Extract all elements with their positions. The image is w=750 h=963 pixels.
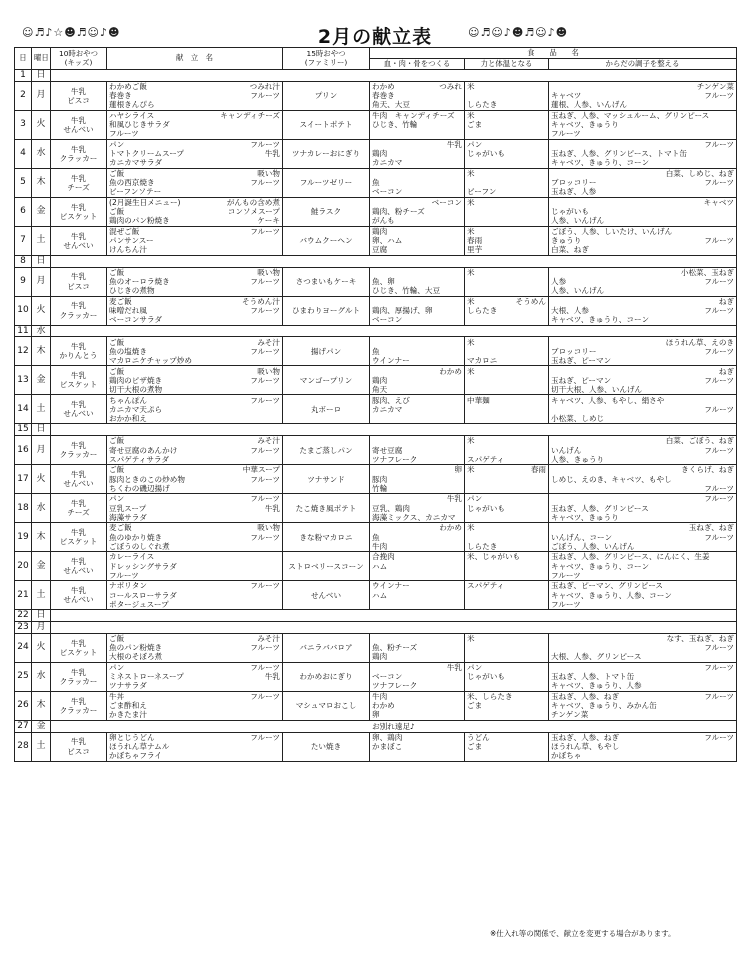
yellow-foods-cell: 米 春雨 [465, 465, 549, 494]
day-cell: 14 [15, 395, 32, 424]
red-foods-cell: 魚 ベーコン [370, 168, 465, 197]
red-foods-cell: わかめ つみれ 春巻き 角天、大豆 [370, 81, 465, 110]
snack15-cell: たこ焼き風ポテト [283, 494, 370, 523]
snack10-cell: 牛乳 ビスコ [51, 267, 107, 296]
green-foods-cell: 玉ねぎ、ピーマン、グリンピース キャベツ、きゅうり、人参、コーン フルーツ [549, 581, 737, 610]
snack15-cell: 揚げパン [283, 337, 370, 366]
snack15-cell: マンゴープリン [283, 366, 370, 395]
holiday-cell [51, 610, 737, 622]
menu-cell: ご飯 みそ汁 寄せ豆腐のあんかけ フルーツ スパゲティサラダ [107, 436, 283, 465]
table-row [15, 296, 737, 325]
red-foods-cell: ウインナー ハム [370, 581, 465, 610]
day-cell: 1 [15, 70, 32, 82]
green-foods-cell: キャベツ じゃがいも 人参、いんげん [549, 197, 737, 226]
red-foods-cell: 牛肉 キャンディチーズ ひじき、竹輪 [370, 110, 465, 139]
yellow-foods-cell: 米 しらたき [465, 81, 549, 110]
table-row [15, 168, 737, 197]
green-foods-cell: フルーツ 玉ねぎ、人参、グリンピース キャベツ、きゅうり [549, 494, 737, 523]
day-cell: 5 [15, 168, 32, 197]
red-foods-cell: 牛乳 豆乳、鶏肉 海藻ミックス、カニカマ [370, 494, 465, 523]
snack15-cell: たい焼き [283, 732, 370, 761]
snack15-cell: フルーツゼリー [283, 168, 370, 197]
snack15-cell: バウムクーヘン [283, 226, 370, 255]
header [0, 0, 750, 46]
table-row [15, 494, 737, 523]
weekday-cell: 火 [32, 296, 51, 325]
table-row [15, 337, 737, 366]
table-row [15, 720, 737, 732]
table-row [15, 633, 737, 662]
weekday-cell: 水 [32, 325, 51, 337]
green-foods-cell: きくらげ、ねぎ しめじ、えのき、キャベツ、もやし フルーツ [549, 465, 737, 494]
day-cell: 7 [15, 226, 32, 255]
green-foods-cell: 白菜、ごぼう、ねぎ いんげん フルーツ 人参、きゅうり [549, 436, 737, 465]
menu-cell: パン フルーツ 豆乳スープ 牛乳 海藻サラダ [107, 494, 283, 523]
green-foods-cell: 玉ねぎ、人参、グリンピース、にんにく、生姜 キャベツ、きゅうり、コーン フルーツ [549, 552, 737, 581]
menu-cell: 麦ご飯 吸い物 魚のゆかり焼き フルーツ ごぼうのしぐれ煮 [107, 523, 283, 552]
day-cell: 17 [15, 465, 32, 494]
snack10-cell: 牛乳 チーズ [51, 494, 107, 523]
table-row [15, 436, 737, 465]
green-foods-cell: なす、玉ねぎ、ねぎ フルーツ 大根、人参、グリンピース [549, 633, 737, 662]
green-foods-cell: ほうれん草、えのき ブロッコリー フルーツ 玉ねぎ、ピーマン [549, 337, 737, 366]
weekday-cell: 火 [32, 110, 51, 139]
menu-cell: 混ぜご飯 フルーツ パンサンスー けんちん汁 [107, 226, 283, 255]
menu-cell: カレーライス ドレッシングサラダ フルーツ [107, 552, 283, 581]
snack15-cell: 丸ボーロ [283, 395, 370, 424]
table-row [15, 197, 737, 226]
weekday-cell: 金 [32, 552, 51, 581]
snack15-cell: せんべい [283, 581, 370, 610]
table-row [15, 523, 737, 552]
weekday-cell: 木 [32, 523, 51, 552]
snack10-cell: 牛乳 チーズ [51, 168, 107, 197]
header-snack15: 15時おやつ (ファミリー) [283, 48, 370, 70]
table-row [15, 110, 737, 139]
red-foods-cell: 牛乳 ベーコン ツナフレーク [370, 662, 465, 691]
snack15-cell: きな粉マカロニ [283, 523, 370, 552]
day-cell: 27 [15, 720, 32, 732]
day-cell: 12 [15, 337, 32, 366]
day-cell: 20 [15, 552, 32, 581]
holiday-cell [51, 621, 737, 633]
weekday-cell: 水 [32, 662, 51, 691]
snack10-cell: 牛乳 せんべい [51, 395, 107, 424]
yellow-foods-cell: パン じゃがいも [465, 494, 549, 523]
snack15-cell: スイートポテト [283, 110, 370, 139]
day-cell: 13 [15, 366, 32, 395]
yellow-foods-cell: 米 ビーフン [465, 168, 549, 197]
event-cell: お別れ遠足♪ [51, 720, 737, 732]
yellow-foods-cell: 米 そうめん しらたき [465, 296, 549, 325]
green-foods-cell: 玉ねぎ、ねぎ いんげん、コーン フルーツ ごぼう、人参、いんげん [549, 523, 737, 552]
yellow-foods-cell: 米 [465, 267, 549, 296]
yellow-foods-cell: 米 [465, 633, 549, 662]
header-weekday: 曜日 [32, 48, 51, 70]
snack15-cell: マシュマロおこし [283, 691, 370, 720]
decor-right: ☺♬☺♪☻♬☺♪☻ [468, 26, 569, 39]
holiday-cell [51, 255, 737, 267]
menu-cell: ご飯 吸い物 魚の西京焼き フルーツ ビーフンソテー [107, 168, 283, 197]
menu-cell: パン フルーツ トマトクリームスープ 牛乳 カニカマサラダ [107, 139, 283, 168]
yellow-foods-cell: 中華麺 [465, 395, 549, 424]
green-foods-cell: 小松菜、玉ねぎ 人参 フルーツ 人参、いんげん [549, 267, 737, 296]
header-snack10: 10時おやつ (キッズ) [51, 48, 107, 70]
weekday-cell: 木 [32, 691, 51, 720]
weekday-cell: 土 [32, 226, 51, 255]
table-row [15, 691, 737, 720]
red-foods-cell: わかめ 鶏肉 角天 [370, 366, 465, 395]
table-row [15, 267, 737, 296]
weekday-cell: 月 [32, 81, 51, 110]
menu-cell: わかめご飯 つみれ汁 春巻き フルーツ 蓮根きんぴら [107, 81, 283, 110]
snack10-cell: 牛乳 クラッカー [51, 662, 107, 691]
snack10-cell: 牛乳 ビスコ [51, 81, 107, 110]
weekday-cell: 月 [32, 267, 51, 296]
menu-table [14, 47, 737, 762]
snack15-cell: ツナカレーおにぎり [283, 139, 370, 168]
menu-cell: 卵とじうどん フルーツ ほうれん草ナムル かぼちゃフライ [107, 732, 283, 761]
yellow-foods-cell: 米 マカロニ [465, 337, 549, 366]
table-row [15, 552, 737, 581]
red-foods-cell: 鶏肉 卵、ハム 豆腐 [370, 226, 465, 255]
green-foods-cell: 玉ねぎ、人参、ねぎ フルーツ キャベツ、きゅうり、みかん缶 チンゲン菜 [549, 691, 737, 720]
day-cell: 8 [15, 255, 32, 267]
weekday-cell: 月 [32, 621, 51, 633]
yellow-foods-cell: 米、しらたき ごま [465, 691, 549, 720]
menu-cell: パン フルーツ ミネストローネスープ 牛乳 ツナサラダ [107, 662, 283, 691]
day-cell: 26 [15, 691, 32, 720]
day-cell: 11 [15, 325, 32, 337]
snack10-cell: 牛乳 ビスケット [51, 366, 107, 395]
green-foods-cell: ごぼう、人参、しいたけ、いんげん きゅうり フルーツ 白菜、ねぎ [549, 226, 737, 255]
weekday-cell: 木 [32, 337, 51, 366]
weekday-cell: 土 [32, 395, 51, 424]
red-foods-cell: 魚 ウインナー [370, 337, 465, 366]
green-foods-cell: 玉ねぎ、人参、マッシュルーム、グリンピース キャベツ、きゅうり フルーツ [549, 110, 737, 139]
green-foods-cell: フルーツ 玉ねぎ、人参、グリンピース、トマト缶 キャベツ、きゅうり、コーン [549, 139, 737, 168]
menu-cell: ナポリタン フルーツ コールスローサラダ ポタージュスープ [107, 581, 283, 610]
snack15-cell: たまご蒸しパン [283, 436, 370, 465]
yellow-foods-cell: パン じゃがいも [465, 662, 549, 691]
table-row [15, 465, 737, 494]
snack10-cell: 牛乳 クラッカー [51, 296, 107, 325]
weekday-cell: 金 [32, 366, 51, 395]
snack15-cell: プリン [283, 81, 370, 110]
table-row [15, 581, 737, 610]
menu-cell: ご飯 中華スープ 豚肉ときのこの炒め物 フルーツ ちくわの磯辺揚げ [107, 465, 283, 494]
menu-cell: (2月誕生日メニュー) がんもの含め煮 ご飯 コンソメスープ 鶏肉のパン粉焼き ケーキ [107, 197, 283, 226]
day-cell: 25 [15, 662, 32, 691]
decor-left: ☺♬♪☆☻♬☺♪☻ [22, 26, 121, 39]
day-cell: 18 [15, 494, 32, 523]
weekday-cell: 土 [32, 732, 51, 761]
table-row [15, 424, 737, 436]
table-row [15, 325, 737, 337]
weekday-cell: 金 [32, 720, 51, 732]
red-foods-cell: ベーコン 鶏肉、粉チーズ がんも [370, 197, 465, 226]
day-cell: 9 [15, 267, 32, 296]
page-title: 2月の献立表 [317, 26, 433, 48]
holiday-cell [51, 424, 737, 436]
header-menu: 献 立 名 [107, 48, 283, 70]
day-cell: 28 [15, 732, 32, 761]
yellow-foods-cell: 米 スパゲティ [465, 436, 549, 465]
menu-cell: ちゃんぽん フルーツ カニカマ天ぷら おかか和え [107, 395, 283, 424]
snack15-cell: ストロベリースコーン [283, 552, 370, 581]
weekday-cell: 木 [32, 168, 51, 197]
day-cell: 24 [15, 633, 32, 662]
snack10-cell: 牛乳 せんべい [51, 581, 107, 610]
snack10-cell: 牛乳 せんべい [51, 465, 107, 494]
snack15-cell: さつまいもケーキ [283, 267, 370, 296]
table-row [15, 255, 737, 267]
red-foods-cell: 牛乳 鶏肉 カニカマ [370, 139, 465, 168]
yellow-foods-cell: うどん ごま [465, 732, 549, 761]
menu-cell: 麦ご飯 そうめん汁 味噌だれ風 フルーツ ベーコンサラダ [107, 296, 283, 325]
day-cell: 15 [15, 424, 32, 436]
yellow-foods-cell: 米 しらたき [465, 523, 549, 552]
day-cell: 21 [15, 581, 32, 610]
green-foods-cell: チンゲン菜 キャベツ フルーツ 蓮根、人参、いんげん [549, 81, 737, 110]
green-foods-cell: ねぎ 玉ねぎ、ピーマン フルーツ 切干大根、人参、いんげん [549, 366, 737, 395]
table-row [15, 226, 737, 255]
red-foods-cell: 寄せ豆腐 ツナフレーク [370, 436, 465, 465]
weekday-cell: 土 [32, 581, 51, 610]
red-foods-cell: 鶏肉、厚揚げ、卵 ベーコン [370, 296, 465, 325]
day-cell: 16 [15, 436, 32, 465]
menu-table-body [15, 70, 737, 762]
table-row [15, 732, 737, 761]
red-foods-cell: 魚、粉チーズ 鶏肉 [370, 633, 465, 662]
footer-note: ※仕入れ等の関係で、献立を変更する場合があります。 [490, 929, 676, 938]
weekday-cell: 月 [32, 436, 51, 465]
snack10-cell: 牛乳 ビスケット [51, 523, 107, 552]
green-foods-cell: 白菜、しめじ、ねぎ ブロッコリー フルーツ 玉ねぎ、人参 [549, 168, 737, 197]
red-foods-cell: 卵、鶏肉 かまぼこ [370, 732, 465, 761]
table-row [15, 70, 737, 82]
header-yellow: 力と体温となる [465, 59, 549, 70]
table-row [15, 610, 737, 622]
green-foods-cell: 玉ねぎ、人参、ねぎ フルーツ ほうれん草、もやし かぼちゃ [549, 732, 737, 761]
menu-cell: ご飯 みそ汁 魚のパン粉焼き フルーツ 大根のそぼろ煮 [107, 633, 283, 662]
red-foods-cell: 卵 豚肉 竹輪 [370, 465, 465, 494]
snack15-cell: わかめおにぎり [283, 662, 370, 691]
day-cell: 2 [15, 81, 32, 110]
snack10-cell: 牛乳 クラッカー [51, 436, 107, 465]
snack10-cell: 牛乳 せんべい [51, 552, 107, 581]
snack15-cell: ツナサンド [283, 465, 370, 494]
snack15-cell: バニラババロア [283, 633, 370, 662]
red-foods-cell: わかめ 魚 牛肉 [370, 523, 465, 552]
menu-cell: ご飯 吸い物 魚のオーロラ焼き フルーツ ひじきの煮物 [107, 267, 283, 296]
yellow-foods-cell: 米 ごま [465, 110, 549, 139]
yellow-foods-cell: 米、じゃがいも [465, 552, 549, 581]
table-row [15, 139, 737, 168]
day-cell: 19 [15, 523, 32, 552]
snack10-cell: 牛乳 かりんとう [51, 337, 107, 366]
weekday-cell: 火 [32, 633, 51, 662]
header-red: 血・肉・骨をつくる [370, 59, 465, 70]
snack10-cell: 牛乳 ビスケット [51, 633, 107, 662]
yellow-foods-cell: 米 春雨 里芋 [465, 226, 549, 255]
table-row [15, 366, 737, 395]
weekday-cell: 日 [32, 424, 51, 436]
snack10-cell: 牛乳 ビスコ [51, 732, 107, 761]
red-foods-cell: 魚、卵 ひじき、竹輪、大豆 [370, 267, 465, 296]
day-cell: 3 [15, 110, 32, 139]
menu-cell: ハヤシライス キャンディチーズ 和風ひじきサラダ フルーツ [107, 110, 283, 139]
table-row [15, 621, 737, 633]
header-foods: 食 品 名 [370, 48, 737, 59]
yellow-foods-cell: 米 [465, 366, 549, 395]
weekday-cell: 日 [32, 70, 51, 82]
header-day: 日 [15, 48, 32, 70]
weekday-cell: 日 [32, 255, 51, 267]
snack15-cell: ひまわりヨーグルト [283, 296, 370, 325]
day-cell: 4 [15, 139, 32, 168]
day-cell: 23 [15, 621, 32, 633]
holiday-cell [51, 325, 737, 337]
yellow-foods-cell: 米 [465, 197, 549, 226]
red-foods-cell: 牛肉 わかめ 卵 [370, 691, 465, 720]
yellow-foods-cell: スパゲティ [465, 581, 549, 610]
header-green: からだの調子を整える [549, 59, 737, 70]
menu-cell: ご飯 吸い物 鶏肉のピザ焼き フルーツ 切干大根の煮物 [107, 366, 283, 395]
weekday-cell: 金 [32, 197, 51, 226]
weekday-cell: 水 [32, 494, 51, 523]
table-row [15, 81, 737, 110]
green-foods-cell: ねぎ 大根、人参 フルーツ キャベツ、きゅうり、コーン [549, 296, 737, 325]
green-foods-cell: キャベツ、人参、もやし、絹さや フルーツ 小松菜、しめじ [549, 395, 737, 424]
snack10-cell: 牛乳 クラッカー [51, 139, 107, 168]
snack15-cell: 鮭ラスク [283, 197, 370, 226]
table-row [15, 395, 737, 424]
menu-cell: ご飯 みそ汁 魚の塩焼き フルーツ マカロニケチャップ炒め [107, 337, 283, 366]
snack10-cell: 牛乳 せんべい [51, 226, 107, 255]
day-cell: 6 [15, 197, 32, 226]
weekday-cell: 日 [32, 610, 51, 622]
weekday-cell: 火 [32, 465, 51, 494]
day-cell: 22 [15, 610, 32, 622]
red-foods-cell: 合挽肉 ハム [370, 552, 465, 581]
snack10-cell: 牛乳 クラッカー [51, 691, 107, 720]
table-row [15, 662, 737, 691]
yellow-foods-cell: パン じゃがいも [465, 139, 549, 168]
red-foods-cell: 豚肉、えび カニカマ [370, 395, 465, 424]
holiday-cell [51, 70, 737, 82]
menu-cell: 牛丼 フルーツ ごま酢和え かきたま汁 [107, 691, 283, 720]
day-cell: 10 [15, 296, 32, 325]
snack10-cell: 牛乳 ビスケット [51, 197, 107, 226]
snack10-cell: 牛乳 せんべい [51, 110, 107, 139]
green-foods-cell: フルーツ 玉ねぎ、人参、トマト缶 キャベツ、きゅうり、人参 [549, 662, 737, 691]
weekday-cell: 水 [32, 139, 51, 168]
